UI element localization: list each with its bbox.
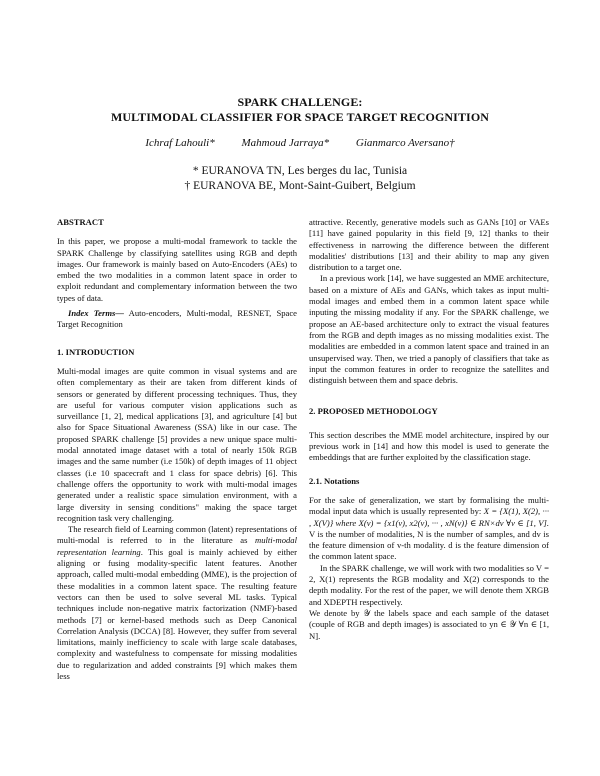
author-name: Gianmarco Aversano†	[355, 137, 455, 149]
notations-p1-part-a: For the sake of generalization, we start by formalising the multi-modal input data which is usually represented by:	[309, 494, 549, 517]
intro-paragraph-4: In a previous work [14], we have suggested an MME architecture, based on a mixture of AEs and GANs, which takes as input multi-modal images and embed them in a common latent space while inputing the missing modality if any. For the SPARK challenge, we propose an AE-based architecture only to extract the visual features from the RGB and depth images as no missing modalities exist. The modalities are embedded in a common latent space and trained in an unsupervised way. Then, we tried a panoply of classifiers that take as input the common features in order to recognize the satellites and distinguish between them and space debris.	[309, 273, 549, 386]
abstract-heading: ABSTRACT	[57, 217, 104, 227]
notations-p1-part-b: V is the number of modalities, N is the number of samples, and dv is the feature dimension of v-th modality. d is the feature dimension of the common latent space.	[309, 528, 549, 562]
intro-paragraph-1: Multi-modal images are quite common in visual systems and are often complementary as their are taken from different kinds of sensors or generated by different processing techniques. Thus, they are useful for various computer vision applications such as surveillance [1, 2], medical applications [3], and agriculture [4] but also for Space Situational Awareness (SSA) like in our case. The proposed SPARK challenge [5] provides a new unique space multi-modal annotated image dataset with a total of nearly 150k RGB images and the same number (i.e 150k) of depth images of 11 object classes (i.e 10 spacecraft and 1 class for space debris) [6]. This challenge offers the opportunity to work with multi-modal images generated under a realistic space simulation environment, with a large diversity in sensing conditions" making the space target recognition task very challenging.	[57, 365, 297, 523]
intro-paragraph-3: attractive. Recently, generative models such as GANs [10] or VAEs [11] have gained popularity in this field [9, 12] thanks to their effectiveness in narrowing the difference between the different modalities' distributions [13] and their ability to map any given distribution to a target one.	[309, 217, 549, 273]
notations-equation: X = {X(1), X(2), ··· , X(V)} where X(v) = {x1(v), x2(v), ··· , xN(v)} ∈ RN×dv ∀v ∈ [1, V].	[309, 506, 549, 528]
intro-p2-emphasis: multi-modal representation learning	[57, 535, 297, 557]
intro-p2-part-b: . This goal is mainly achieved by either aligning or fusing modality-specific latent features. Another approach, called multi-modal embedding (MME), is the projection of these modalities in a common latent space. The resulting feature vectors can then be used to solve several ML tasks. Typical techniques include non-negative matrix factorization (NMF)-based methods [7] or kernel-based methods such as Deep Canonical Correlation Analysis (DCCA) [8]. However, they suffer from several limitations, mainly inefficiency to scale with large scale databases, complexity and wastefulness to compensate for missing modalities due to regularization and added constraints [9] which makes them less	[57, 546, 297, 681]
index-terms	[57, 308, 297, 331]
methodology-heading: 2. PROPOSED METHODOLOGY	[309, 406, 438, 417]
notations-paragraph-1	[309, 495, 549, 563]
abstract-text: In this paper, we propose a multi-modal framework to tackle the SPARK Challenge by classifying satellites using RGB and depth images. Our framework is mainly based on Auto-Encoders (AEs) to embed the two modalities in a common latent space in order to exploit redundant and complementary information between the two types of data.	[57, 236, 297, 303]
notations-paragraph-2: In the SPARK challenge, we will work with two modalities so V = 2, X(1) represents the RGB modality and X(2) corresponds to the depth modality. For the rest of the paper, we will denote them XRGB and XDEPTH respectively.	[309, 562, 549, 607]
author-name: Mahmoud Jarraya*	[241, 137, 330, 149]
affiliation: * EURANOVA TN, Les berges du lac, Tunisia	[192, 165, 408, 177]
intro-paragraph-2	[57, 524, 297, 682]
index-terms-label: Index Terms—	[68, 308, 124, 319]
index-terms-text: Auto-encoders, Multi-modal, RESNET, Space Target Recognition	[57, 308, 297, 330]
introduction-heading: 1. INTRODUCTION	[57, 346, 135, 357]
notations-heading: 2.1. Notations	[309, 475, 360, 486]
right-column	[309, 217, 549, 642]
paper-title-line-1: SPARK CHALLENGE:	[237, 95, 363, 109]
paper-title-line-2: MULTIMODAL CLASSIFIER FOR SPACE TARGET RECOGNITION	[110, 110, 490, 124]
intro-p2-part-a: The research field of Learning common (latent) representations of multi-modal is referred to in the literature as	[57, 524, 297, 546]
affiliation: † EURANOVA BE, Mont-Saint-Guibert, Belgium	[184, 180, 416, 192]
left-column	[57, 217, 297, 682]
author-name: Ichraf Lahouli*	[145, 137, 215, 149]
author-list	[0, 137, 600, 149]
methodology-intro: This section describes the MME model architecture, inspired by our previous work in [14] and how this model is used to generate the embeddings that are further exploited by the classification stage.	[309, 429, 549, 463]
notations-paragraph-3: We denote by 𝒴 the labels space and each sample of the dataset (couple of RGB and depth images) is associated to yn ∈ 𝒴 ∀n ∈ [1, N].	[309, 607, 549, 641]
